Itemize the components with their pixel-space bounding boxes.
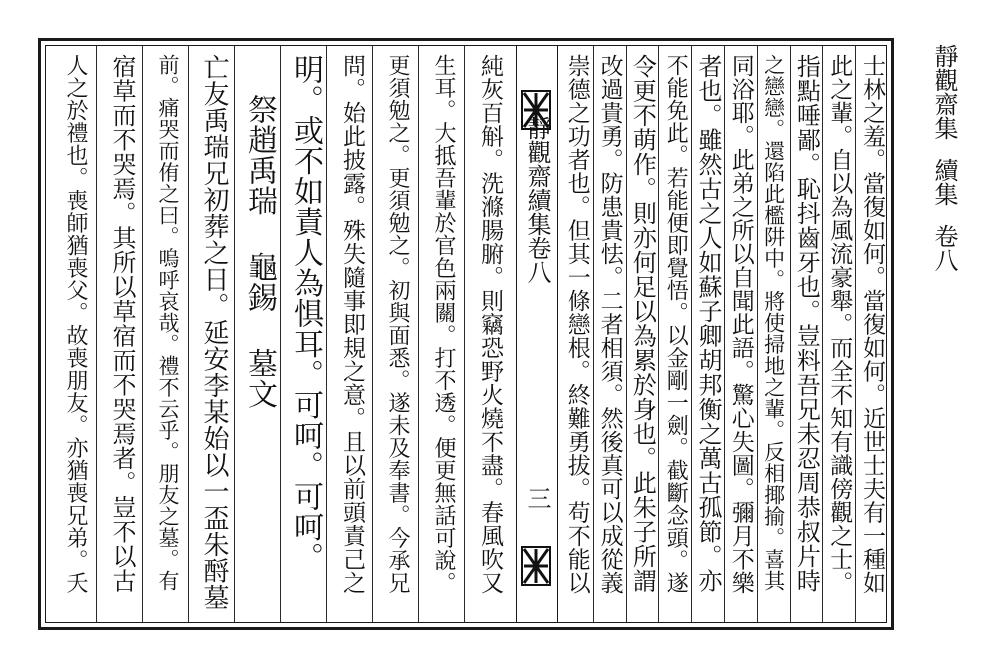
text-column: 生耳。大抵吾輩於官色兩關。打不透。便更無話可說。 xyxy=(431,54,456,594)
column-rule xyxy=(234,46,235,622)
column-rule xyxy=(822,46,823,622)
column-rule xyxy=(691,46,692,622)
text-column: 更須勉之。更須勉之。初與面悉。遂未及奉書。今承兄 xyxy=(385,54,410,594)
text-column: 同浴耶。此弟之所以自聞此語。驚心失圖。彌月不樂 xyxy=(727,54,754,595)
column-rule xyxy=(464,46,465,622)
column-rule xyxy=(855,46,856,622)
text-column: 者也。雖然古之人如蘇子卿胡邦衡之萬古孤節。亦 xyxy=(693,54,722,593)
column-rule xyxy=(593,46,594,622)
text-column: 士林之羞。當復如何。當復如何。近世士夫有一種如 xyxy=(858,54,885,595)
column-rule xyxy=(280,46,281,622)
page-frame xyxy=(38,38,894,630)
text-column: 令更不萌作。則亦何足以為累於身也。此朱子所謂 xyxy=(628,54,657,593)
column-rule xyxy=(724,46,725,622)
margin-book-title: 靜觀齋集 xyxy=(930,44,958,140)
text-column: 亡友禹瑞兄初葬之日。延安李某始以一盃朱酹墓 xyxy=(199,54,229,611)
margin-section: 續集 xyxy=(930,158,958,206)
column-rule xyxy=(658,46,659,622)
text-column: 純灰百斛。洗滌腸腑。則竊恐野火燒不盡。春風吹又 xyxy=(477,54,503,595)
text-column: 改過貴勇。防患貴怯。二者相須。然後真可以成從義 xyxy=(596,54,623,595)
text-column: 人之於禮也。喪師猶喪父。故喪朋友。亦猶喪兄弟。夭 xyxy=(63,54,88,594)
column-rule xyxy=(626,46,627,622)
text-column: 此之輩。自以為風流豪舉。而全不知有識傍觀之士。 xyxy=(826,54,853,595)
lower-fishtail-icon xyxy=(521,546,551,586)
text-column: 崇德之功者也。但其一條戀根。終難勇拔。苟不能以 xyxy=(563,54,590,595)
centre-fold-band xyxy=(516,46,558,622)
heading-column: 祭趙禹瑞 龜錫 墓文 xyxy=(242,94,277,409)
text-column: 前。痛哭而侑之曰。嗚呼哀哉。禮不云乎。朋友之墓。有 xyxy=(156,54,180,592)
text-column: 之戀戀。還陷此檻阱中。將使掃地之輩。反相揶揄。喜其 xyxy=(761,54,786,592)
margin-volume: 卷八 xyxy=(930,224,958,272)
band-page-number: 三 xyxy=(523,486,551,510)
column-rule xyxy=(142,46,143,622)
column-rule xyxy=(188,46,189,622)
column-rule xyxy=(418,46,419,622)
text-column: 明。或不如責人為惧耳。可呵。可呵。 xyxy=(288,54,323,573)
text-column: 問。始此披露。殊失隨事即規之意。且以前頭責己之 xyxy=(339,54,365,595)
column-rule xyxy=(96,46,97,622)
text-column: 宿草而不哭焉。其所以草宿而不哭焉者。豈不以古 xyxy=(108,54,136,593)
column-rule xyxy=(372,46,373,622)
column-rule xyxy=(790,46,791,622)
column-rule xyxy=(757,46,758,622)
column-rule xyxy=(326,46,327,622)
band-title: 靜觀齋續集卷八 xyxy=(523,116,551,284)
text-column: 指點唾鄙。恥抖齒牙也。豈料吾兄未忍周恭叔片時 xyxy=(792,54,821,593)
inner-frame xyxy=(45,45,887,623)
text-column: 不能免此。若能便即覺悟。以金剛一劍。截斷念頭。遂 xyxy=(663,54,689,594)
margin-running-title xyxy=(922,44,966,404)
